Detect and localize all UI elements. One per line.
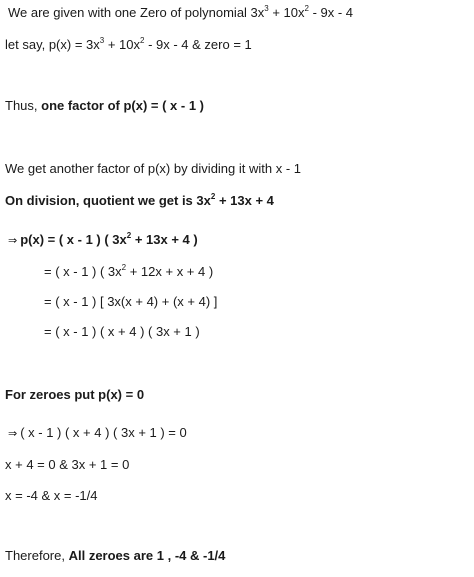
exponent: 3	[99, 36, 105, 45]
equations-text: x + 4 = 0 & 3x + 1 = 0	[5, 457, 130, 472]
term-text: + 10x	[268, 5, 305, 20]
division-intro	[5, 161, 301, 177]
all-zeroes: All zeroes are 1 , -4 & -1/4	[68, 548, 226, 563]
conclusion	[5, 548, 225, 564]
term-text: + 10x	[104, 37, 140, 52]
exponent: 2	[210, 192, 216, 201]
given-text: We are given with one Zero of polynomial 3x	[8, 5, 265, 20]
exponent: 2	[140, 36, 145, 45]
factorization-expression	[20, 232, 198, 247]
split-middle-term-step	[44, 264, 213, 280]
first-factor: one factor of p(x) = ( x - 1 )	[41, 98, 204, 113]
exponent: 3	[264, 4, 269, 13]
implies-icon: ⇒	[8, 428, 18, 440]
step-text: = ( x - 1 ) ( 3x	[44, 264, 122, 279]
step-text: = ( x - 1 ) [ 3x(x + 4) + (x + 4) ]	[44, 294, 218, 309]
zeroes-heading-text: For zeroes put p(x) = 0	[5, 387, 145, 402]
factored-form-step	[44, 324, 200, 340]
zeroes-heading	[5, 387, 144, 403]
step-text: = ( x - 1 ) ( x + 4 ) ( 3x + 1 )	[44, 324, 200, 339]
expression-text: p(x) = ( x - 1 ) ( 3x	[20, 232, 127, 247]
given-statement	[8, 5, 353, 21]
term-text: + 13x + 4 )	[131, 232, 198, 247]
term-text: - 9x - 4	[308, 5, 354, 20]
term-text: + 13x + 4	[215, 193, 274, 208]
quotient-text: On division, quotient we get is 3x	[5, 193, 211, 208]
prefix-text: Thus,	[5, 98, 42, 113]
exponent: 2	[304, 4, 309, 13]
definition-text: let say, p(x) = 3x	[5, 37, 100, 52]
zero-equation	[8, 425, 187, 442]
polynomial-definition	[5, 37, 252, 53]
division-intro-text: We get another factor of p(x) by dividing it with x - 1	[5, 161, 302, 176]
first-factor-statement	[5, 98, 204, 114]
exponent: 2	[121, 263, 127, 272]
term-text: - 9x - 4 & zero = 1	[144, 37, 252, 52]
linear-equations	[5, 457, 129, 473]
implies-icon: ⇒	[8, 235, 18, 247]
exponent: 2	[126, 231, 132, 240]
factorization-step	[8, 232, 198, 249]
prefix-text: Therefore,	[5, 548, 69, 563]
grouping-step	[44, 294, 217, 310]
solutions-text: x = -4 & x = -1/4	[5, 488, 98, 503]
quotient-statement	[5, 193, 274, 209]
solutions	[5, 488, 98, 504]
equation-text: ( x - 1 ) ( x + 4 ) ( 3x + 1 ) = 0	[20, 425, 187, 440]
term-text: + 12x + x + 4 )	[126, 264, 214, 279]
